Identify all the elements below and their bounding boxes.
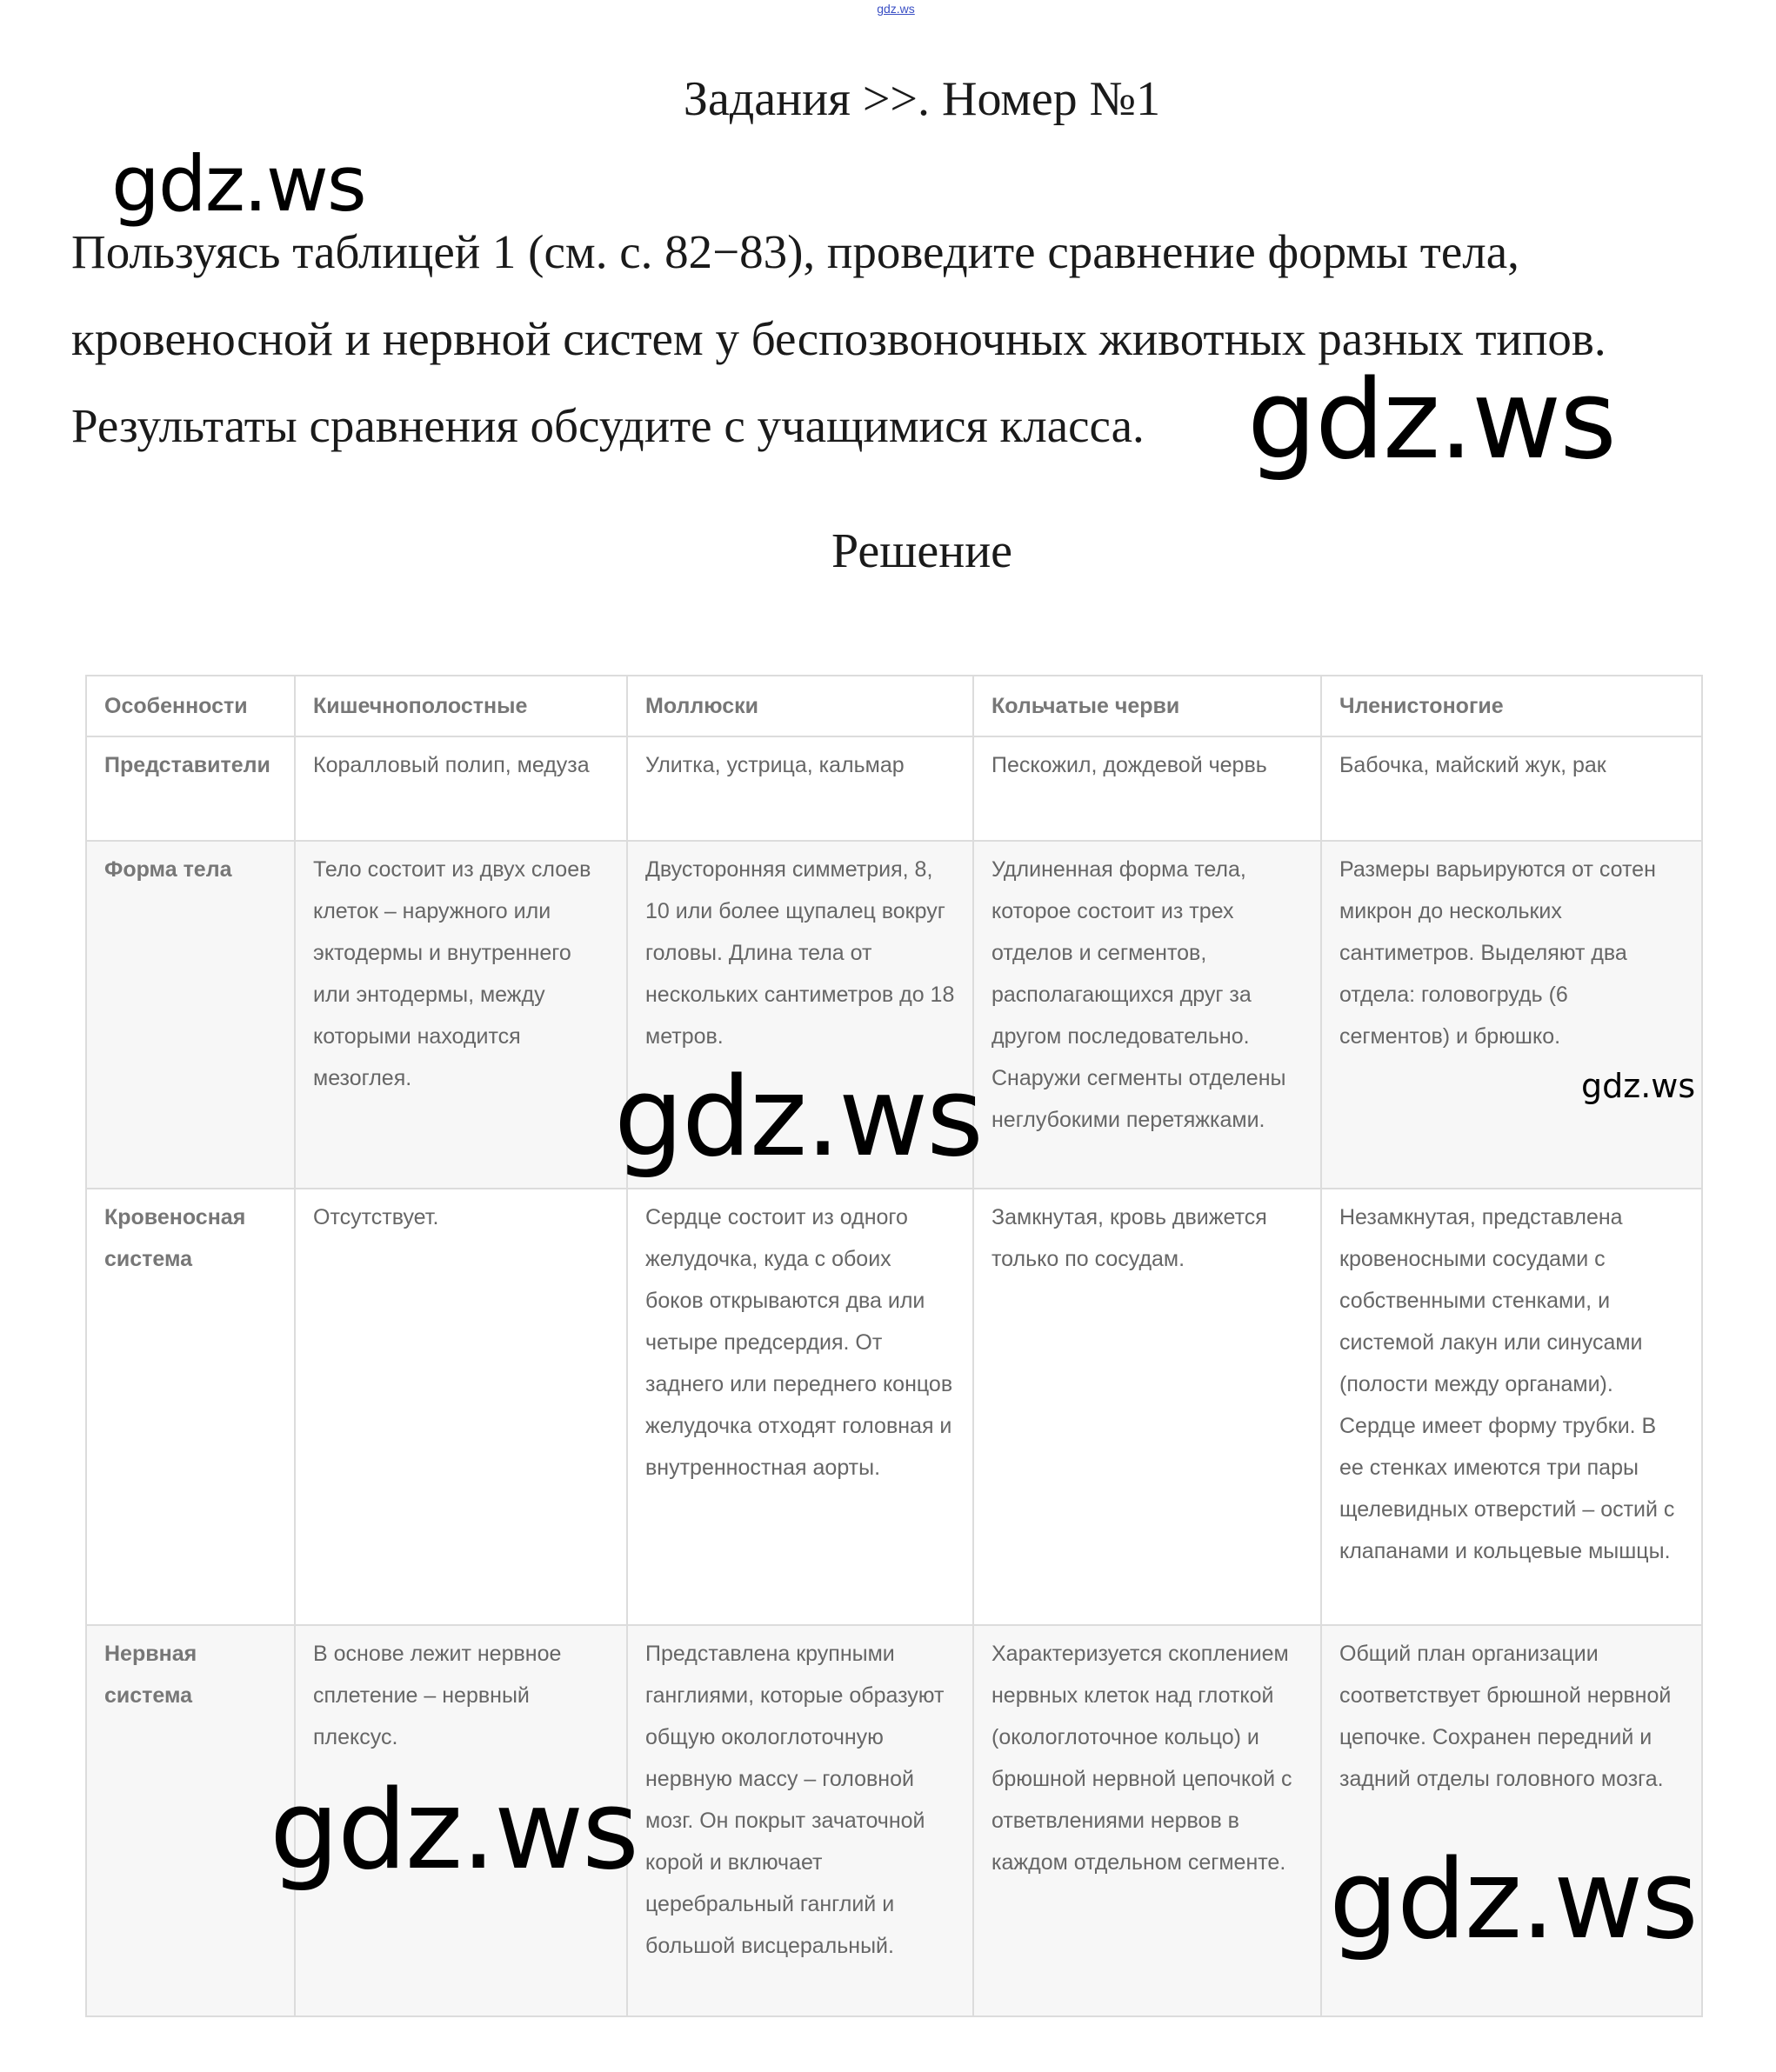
watermark-text: gdz.ws [1329,1835,1697,1963]
header-cnidarians: Кишечнополостные [295,676,627,736]
table-cell: Сердце состоит из одного желудочка, куда с обоих боков открываются два или четыре предсердия. От заднего или переднего концов желудочка отходят головная и внутренностная аорты. [627,1189,973,1625]
table-cell: Улитка, устрица, кальмар [627,736,973,841]
top-watermark-link[interactable]: gdz.ws [877,2,915,16]
table-cell: Размеры варьируются от сотен микрон до нескольких сантиметров. Выделяют два отдела: головогрудь (6 сегментов) и брюшко. [1321,841,1702,1189]
task-line: Результаты сравнения обсудите с учащимися класса. [71,399,1145,452]
row-label: Форма тела [86,841,295,1189]
table-cell: Удлиненная форма тела, которое состоит из трех отделов и сегментов, располагающихся друг за другом последовательно. Снаружи сегменты отделены неглубокими перетяжками. [973,841,1321,1189]
table-cell: Двусторонняя симметрия, 8, 10 или более щупалец вокруг головы. Длина тела от нескольких сантиметров до 18 метров. [627,841,973,1189]
table-cell: Пескожил, дождевой червь [973,736,1321,841]
watermark-text: gdz.ws [1581,1067,1696,1105]
watermark-text: gdz.ws [270,1766,638,1894]
header-arthropods: Членистоногие [1321,676,1702,736]
task-line: кровеносной и нервной систем у беспозвоночных животных разных типов. [71,312,1606,365]
task-line: Пользуясь таблицей 1 (см. с. 82−83), проведите сравнение формы тела, [71,225,1519,278]
header-mollusks: Моллюски [627,676,973,736]
row-label: Нервная система [86,1625,295,2016]
table-cell: Характеризуется скоплением нервных клеток над глоткой (окологлоточное кольцо) и брюшной нервной цепочкой с ответвлениями нервов в каждом отдельном сегменте. [973,1625,1321,2016]
table-cell: Отсутствует. [295,1189,627,1625]
table-cell: В основе лежит нервное сплетение – нервный плексус. [295,1625,627,2016]
page-title: Задания >>. Номер №1 [683,72,1161,126]
header-annelids: Кольчатые черви [973,676,1321,736]
table-row [86,1189,1702,1625]
table-header-row [86,676,1702,736]
watermark-text: gdz.ws [111,139,365,229]
table-cell: Замкнутая, кровь движется только по сосудам. [973,1189,1321,1625]
table-cell: Коралловый полип, медуза [295,736,627,841]
watermark-text: gdz.ws [614,1053,982,1181]
solution-heading: Решение [831,524,1013,578]
header-features: Особенности [86,676,295,736]
table-cell: Представлена крупными ганглиями, которые образуют общую окологлоточную нервную массу – головной мозг. Он покрыт зачаточной корой и включает церебральный ганглий и большой висцеральный. [627,1625,973,2016]
watermark-text: gdz.ws [1247,356,1615,483]
row-label: Представители [86,736,295,841]
table-cell: Бабочка, майский жук, рак [1321,736,1702,841]
table-cell: Общий план организации соответствует брюшной нервной цепочке. Сохранен передний и задний отделы головного мозга. [1321,1625,1702,2016]
table-row [86,736,1702,841]
table-cell: Тело состоит из двух слоев клеток – наружного или эктодермы и внутреннего или энтодермы, между которыми находится мезоглея. [295,841,627,1189]
table-cell: Незамкнутая, представлена кровеносными сосудами с собственными стенками, и системой лакун или синусами (полости между органами). Сердце имеет форму трубки. В ее стенках имеются три пары щелевидных отверстий – остий с клапанами и кольцевые мышцы. [1321,1189,1702,1625]
row-label: Кровеносная система [86,1189,295,1625]
